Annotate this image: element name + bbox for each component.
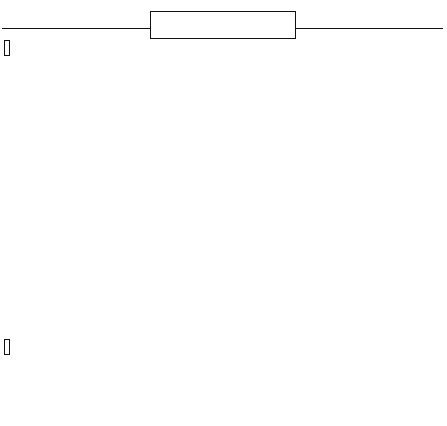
body-line [4,40,442,57]
body-line [4,355,442,372]
body-line [4,322,442,339]
body-line [4,223,442,240]
body-line [4,156,442,173]
body-line [4,106,442,123]
body-line [4,289,442,306]
body-line [4,189,442,206]
body-line [4,90,442,107]
body-line [4,123,442,140]
continued-from-front-page-tag [4,40,10,56]
article-body [4,40,442,422]
body-line [4,256,442,273]
body-line [4,73,442,90]
body-line [4,239,442,256]
body-line [4,57,442,74]
headline-rule-left [2,28,150,29]
body-line [4,140,442,157]
body-line [4,372,442,389]
body-line [4,272,442,289]
body-line [4,388,442,405]
body-line [4,339,442,356]
highlighted-phrase [4,339,10,355]
body-line [4,173,442,190]
headline-rule-right [294,28,443,29]
top-cut-off-line [4,0,444,9]
body-line [4,206,442,223]
body-line [4,405,442,422]
headline-box [150,11,296,39]
body-line [4,306,442,323]
